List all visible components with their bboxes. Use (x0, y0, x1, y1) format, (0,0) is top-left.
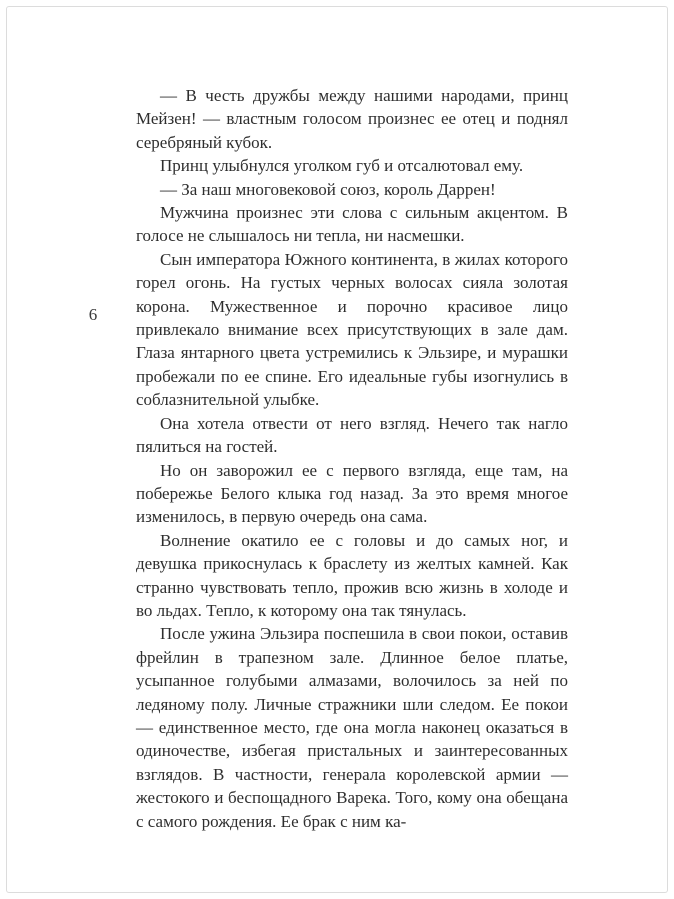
paragraph: Принц улыбнулся уголком губ и отсалютовал ему. (160, 156, 524, 176)
paragraph: Но он заворожил ее с первого взгляда, еще там, на побережье Белого клыка год назад. За это время многое изменилось, в первую очередь она сама. (136, 460, 568, 527)
page-number: 6 (88, 305, 98, 324)
paragraph: — За наш многовековой союз, король Даррен! (160, 179, 496, 199)
paragraph: Волнение окатило ее с головы и до самых ног, и девушка прикоснулась к браслету из желтых камней. Как странно чувствовать тепло, прожив всю жизнь в холоде и во льдах. Тепло, к которому она так тянулась. (136, 530, 568, 620)
book-text (136, 84, 568, 833)
paragraph: Мужчина произнес эти слова с сильным акцентом. В голосе не слышалось ни тепла, ни насмешки. (136, 203, 568, 246)
paragraph: — В честь дружбы между нашими народами, принц Мейзен! — властным голосом произнес ее отец и поднял серебряный кубок. (136, 86, 568, 152)
paragraph: Она хотела отвести от него взгляд. Нечего так нагло пялиться на гостей. (136, 413, 568, 457)
paragraph: Сын императора Южного континента, в жилах которого горел огонь. На густых черных волосах сияла золотая корона. Мужественное и порочно красивое лицо привлекало внимание всех присутствующих в зале дам. Глаза янтарного цвета устремились к Эльзире, и мурашки пробежали по ее спине. Его идеальные губы изогнулись в соблазнительной улыбке. (136, 249, 568, 410)
paragraph: После ужина Эльзира поспешила в свои покои, оставив фрейлин в трапезном зале. Длинное белое платье, усыпанное голубыми алмазами, волочилось за ней по ледяному полу. Личные стражники шли следом. Ее покои — единственное место, где она могла наконец оказаться в одиночестве, избегая пристальных и заинтересованных взглядов. В частности, генерала королевской армии — жестокого и беспощадного Варека. Того, кому она обещана с самого рождения. Ее брак с ним ка- (136, 624, 568, 831)
